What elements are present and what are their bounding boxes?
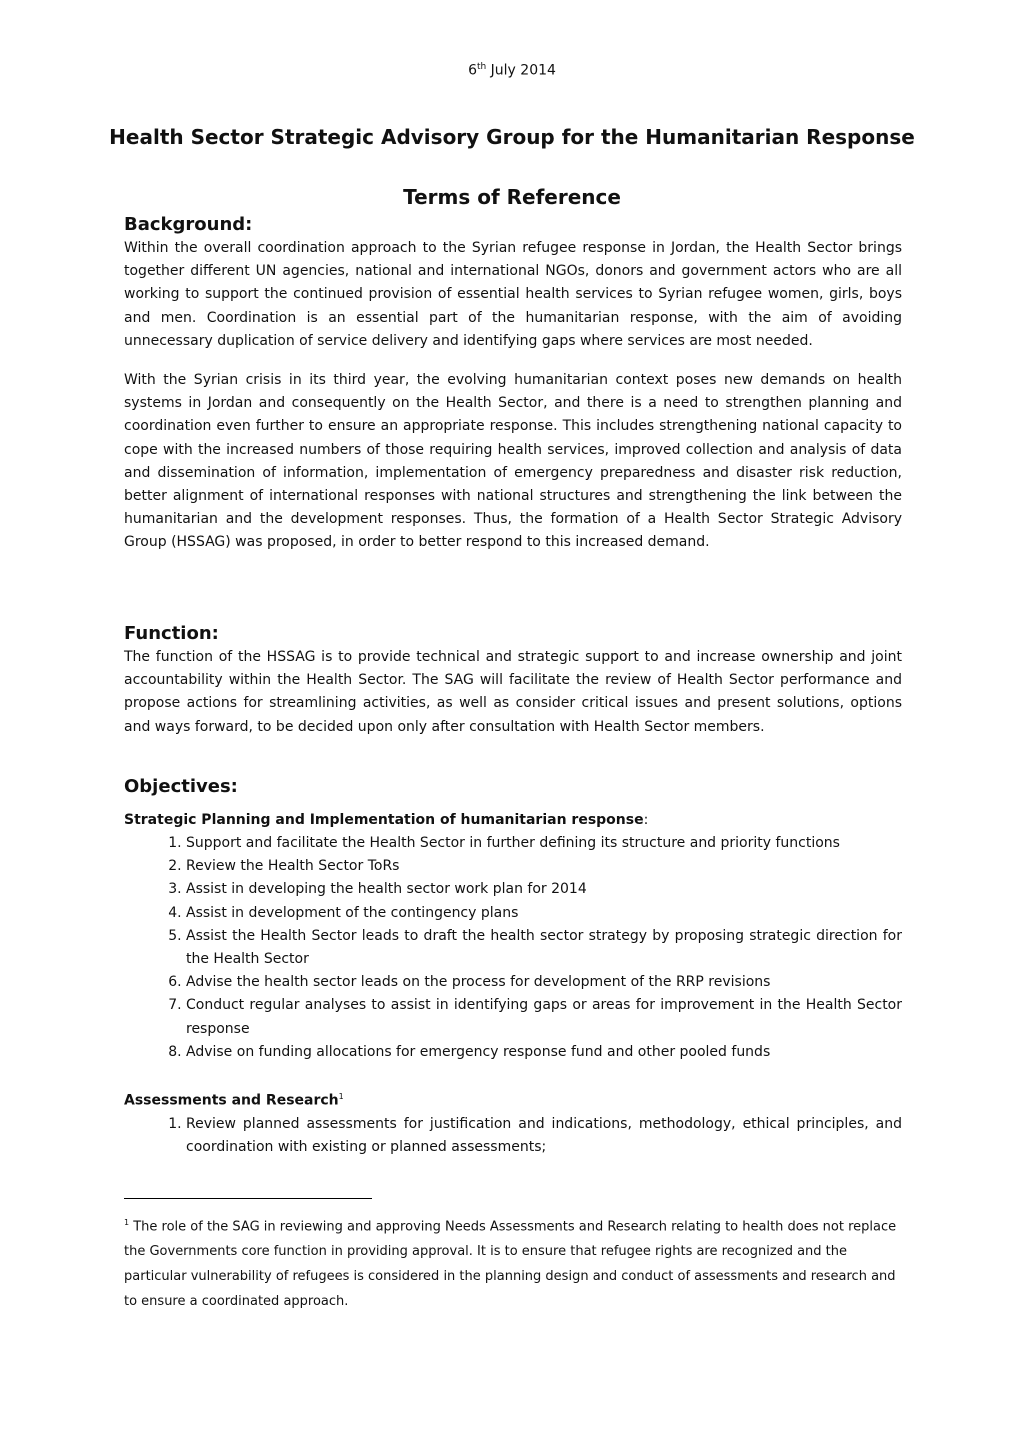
planning-list [124,832,902,1064]
planning-subheading [124,809,902,832]
date-day: 6 [468,62,477,79]
planning-subheading-colon: : [643,812,649,828]
list-item: 7. Conduct regular analyses to assist in identifying gaps or areas for improvement in the Health Sector response [186,994,902,1040]
footnote-divider [124,1198,372,1199]
list-item: 1. Support and facilitate the Health Sector in further defining its structure and priority functions [186,832,902,855]
footnote-mark: 1 [124,1218,130,1227]
list-item: 1. Review planned assessments for justification and indications, methodology, ethical principles, and coordination with existing or planned assessments; [186,1113,902,1159]
list-item: 4. Assist in development of the contingency plans [186,902,902,925]
date-suffix: th [476,62,487,72]
footnote-text: The role of the SAG in reviewing and approving Needs Assessments and Research relating to health does not replace the Governments core function in providing approval. It is to ensure that refugee rights are recognized and the particular vulnerability of refugees is considered in the planning design and conduct of assessments and research and to ensure a coordinated approach. [124,1219,897,1310]
objectives-heading: Objectives: [124,776,238,797]
document-date [0,62,1024,79]
date-rest: July 2014 [486,62,556,79]
planning-subheading-text: Strategic Planning and Implementation of humanitarian response [124,812,644,828]
function-heading: Function: [124,623,219,644]
function-paragraph: The function of the HSSAG is to provide technical and strategic support to and increase ownership and joint accountability within the Health Sector. The SAG will facilitate the review of Health Sector performance and propose actions for streamlining activities, as well as consider critical issues and present solutions, options and ways forward, to be decided upon only after consultation with Health Sector members. [124,649,902,735]
document-title: Health Sector Strategic Advisory Group for the Humanitarian Response [109,125,915,149]
assessments-subheading-text: Assessments and Research [124,1092,339,1109]
objectives-section [124,776,902,1159]
list-item: 8. Advise on funding allocations for emergency response fund and other pooled funds [186,1041,902,1064]
footnote-reference: 1 [338,1092,344,1102]
list-item: 5. Assist the Health Sector leads to draft the health sector strategy by proposing strategic direction for the Health Sector [186,925,902,971]
background-paragraph-1: Within the overall coordination approach to the Syrian refugee response in Jordan, the Health Sector brings together different UN agencies, national and international NGOs, donors and government actors who are all working to support the continued provision of essential health services to Syrian refugee women, girls, boys and men. Coordination is an essential part of the humanitarian response, with the aim of avoiding unnecessary duplication of service delivery and identifying gaps where services are most needed. [124,240,902,349]
document-subtitle: Terms of Reference [403,185,621,209]
background-section [124,214,902,555]
footnote [124,1210,902,1314]
background-paragraph-2: With the Syrian crisis in its third year, the evolving humanitarian context poses new demands on health systems in Jordan and consequently on the Health Sector, and there is a need to strengthen planning and coordination even further to ensure an appropriate response. This includes strengthening national capacity to cope with the increased numbers of those requiring health services, improved collection and analysis of data and dissemination of information, implementation of emergency preparedness and disaster risk reduction, better alignment of international responses with national structures and strengthening the link between the humanitarian and the development responses. Thus, the formation of a Health Sector Strategic Advisory Group (HSSAG) was proposed, in order to better respond to this increased demand. [124,372,902,551]
list-item: 2. Review the Health Sector ToRs [186,855,902,878]
assessments-list [124,1113,902,1159]
list-item: 6. Advise the health sector leads on the process for development of the RRP revisions [186,971,902,994]
function-section [124,623,902,739]
background-heading: Background: [124,214,253,235]
assessments-subheading [124,1085,902,1113]
list-item: 3. Assist in developing the health sector work plan for 2014 [186,878,902,901]
